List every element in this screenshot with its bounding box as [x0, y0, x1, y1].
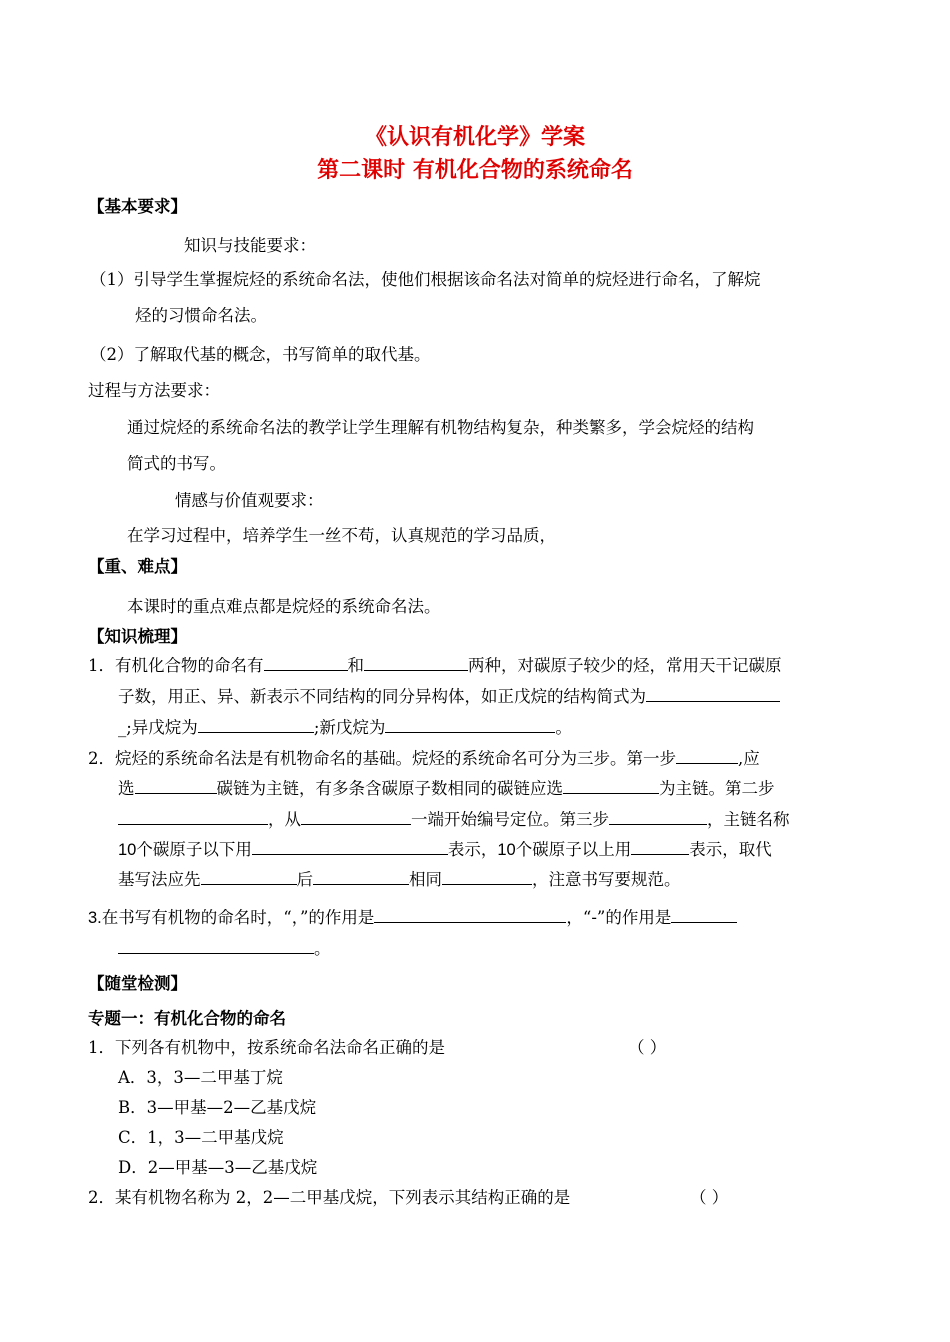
- blank[interactable]: [135, 777, 217, 794]
- process-line2: 简式的书写。: [127, 454, 226, 473]
- mcq1-stem: 1．下列各有机物中，按系统命名法命名正确的是: [88, 1038, 445, 1057]
- blank[interactable]: [313, 868, 409, 885]
- blank[interactable]: [563, 777, 659, 794]
- mcq1-option-c[interactable]: C．1，3—二甲基戊烷: [118, 1128, 284, 1147]
- blank[interactable]: [301, 808, 411, 825]
- q1-line1: 1．有机化合物的命名有 和 两种，对碳原子较少的烃，常用天干记碳原: [88, 656, 782, 675]
- emotion-text: 在学习过程中，培养学生一丝不苟，认真规范的学习品质，: [127, 526, 556, 545]
- q2-line3: ，从 一端开始编号定位。第三步 ，主链名称: [118, 806, 790, 830]
- knowledge-heading: 【知识梳理】: [88, 627, 187, 646]
- emotion-label: 情感与价值观要求：: [175, 491, 324, 510]
- key-heading: 【重、难点】: [88, 557, 187, 576]
- blank[interactable]: [676, 747, 738, 764]
- q2-line1: 2．烷烃的系统命名法是有机物命名的基础。烷烃的系统命名可分为三步。第一步 ,应: [88, 749, 760, 768]
- key-text: 本课时的重点难点都是烷烃的系统命名法。: [127, 597, 441, 616]
- basic-heading: 【基本要求】: [88, 197, 187, 216]
- blank[interactable]: [264, 654, 348, 671]
- basic-item2: （2）了解取代基的概念，书写简单的取代基。: [90, 345, 431, 364]
- q2-number: 2．: [88, 749, 115, 768]
- blank[interactable]: [631, 838, 689, 855]
- blank[interactable]: [198, 716, 314, 733]
- check-heading: 【随堂检测】: [88, 974, 187, 993]
- q3-line2: 。: [118, 935, 331, 959]
- knowledge-label: 知识与技能要求：: [184, 236, 316, 255]
- mcq1-option-d[interactable]: D．2—甲基—3—乙基戊烷: [118, 1158, 318, 1177]
- process-label: 过程与方法要求：: [88, 381, 220, 400]
- blank[interactable]: [118, 937, 314, 954]
- q2-line2: 选 碳链为主链，有多条含碳原子数相同的碳链应选 为主链。第二步: [118, 779, 775, 798]
- topic1-heading: 专题一：有机化合物的命名: [88, 1009, 286, 1028]
- basic-item1-line2: 烃的习惯命名法。: [135, 306, 267, 325]
- q1-line2: 子数，用正、异、新表示不同结构的同分异构体，如正戊烷的结构简式为: [118, 683, 780, 707]
- mcq1-answer-paren[interactable]: （ ）: [628, 1038, 667, 1057]
- blank[interactable]: [364, 654, 468, 671]
- q2-line5: 基写法应先 后 相同 ，注意书写要规范。: [118, 870, 681, 889]
- blank[interactable]: [671, 906, 737, 923]
- mcq1-option-b[interactable]: B．3—甲基—2—乙基戊烷: [118, 1098, 317, 1117]
- blank[interactable]: [385, 716, 555, 733]
- blank[interactable]: [442, 868, 532, 885]
- mcq2-stem: 2．某有机物名称为 2，2—二甲基戊烷，下列表示其结构正确的是: [88, 1188, 571, 1207]
- q1-number: 1．: [88, 656, 115, 675]
- doc-subtitle: 第二课时 有机化合物的系统命名: [317, 158, 633, 183]
- q2-line4: 10个碳原子以下用 表示，10个碳原子以上用 表示，取代: [118, 840, 772, 859]
- blank[interactable]: [374, 906, 566, 923]
- q3-line1: 3.在书写有机物的命名时，“，”的作用是 ，“-”的作用是: [88, 904, 737, 928]
- doc-title: 《认识有机化学》学案: [364, 125, 585, 150]
- blank[interactable]: [252, 838, 448, 855]
- blank[interactable]: [609, 808, 707, 825]
- q3-number: 3.: [88, 909, 102, 927]
- mcq2-answer-paren[interactable]: （ ）: [690, 1188, 729, 1207]
- mcq1-option-a[interactable]: A．3，3—二甲基丁烷: [118, 1068, 283, 1087]
- blank[interactable]: [646, 685, 780, 702]
- q1-line3: _;异戊烷为 ;新戊烷为 。: [118, 718, 572, 737]
- basic-item1-line1: （1）引导学生掌握烷烃的系统命名法，使他们根据该命名法对简单的烷烃进行命名，了解烷: [90, 270, 761, 289]
- blank[interactable]: [118, 808, 268, 825]
- process-line1: 通过烷烃的系统命名法的教学让学生理解有机物结构复杂，种类繁多，学会烷烃的结构: [127, 418, 754, 437]
- blank[interactable]: [201, 868, 297, 885]
